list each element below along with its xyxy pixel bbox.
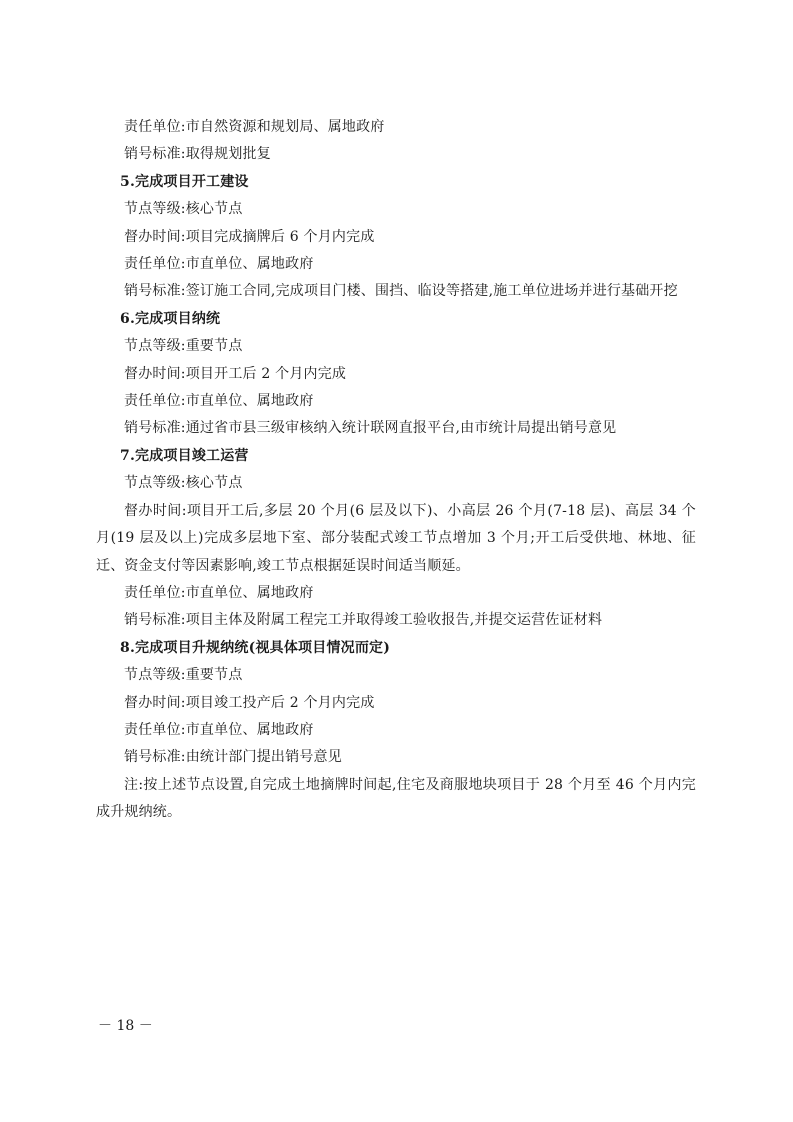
- section8-responsible: 责任单位:市直单位、属地政府: [124, 721, 314, 738]
- intro-responsible: 责任单位:市自然资源和规划局、属地政府: [124, 119, 385, 135]
- page-number: － 18 －: [98, 1018, 153, 1034]
- section7-standard: 销号标准:项目主体及附属工程完工并取得竣工验收报告,并提交运营佐证材料: [124, 612, 603, 629]
- section6-heading: 6.完成项目纳统: [120, 310, 221, 327]
- section7-heading: 7.完成项目竣工运营: [120, 447, 249, 464]
- section6-time: 督办时间:项目开工后 2 个月内完成: [124, 365, 347, 382]
- section7-time: 督办时间:项目开工后,多层 20 个月(6 层及以下)、小高层 26 个月(7-18 层)、高层 34 个月(19 层及以上)完成多层地下室、部分装配式竣工节点增加 3 个月;开工后受供地、林地、征迁、资金支付等因素影响,竣工节点根据延误时间适当顺延。: [96, 502, 696, 574]
- note-paragraph: 注:按上述节点设置,自完成土地摘牌时间起,住宅及商服地块项目于 28 个月至 46 个月内完成升规纳统。: [96, 776, 696, 821]
- section8-time: 督办时间:项目竣工投产后 2 个月内完成: [124, 694, 375, 711]
- section8-standard: 销号标准:由统计部门提出销号意见: [124, 749, 342, 766]
- section8-level: 节点等级:重要节点: [124, 667, 243, 684]
- section5-time: 督办时间:项目完成摘牌后 6 个月内完成: [124, 228, 375, 245]
- intro-standard: 销号标准:取得规划批复: [124, 146, 271, 163]
- section6-standard: 销号标准:通过省市县三级审核纳入统计联网直报平台,由市统计局提出销号意见: [124, 420, 617, 437]
- section5-responsible: 责任单位:市直单位、属地政府: [124, 256, 314, 273]
- section5-heading: 5.完成项目开工建设: [120, 173, 249, 190]
- section7-level: 节点等级:核心节点: [124, 475, 243, 492]
- section5-standard: 销号标准:签订施工合同,完成项目门楼、围挡、临设等搭建,施工单位进场并进行基础开挖: [124, 283, 678, 300]
- section7-responsible: 责任单位:市直单位、属地政府: [124, 584, 314, 601]
- section6-level: 节点等级:重要节点: [124, 338, 243, 355]
- section6-responsible: 责任单位:市直单位、属地政府: [124, 393, 314, 410]
- page-body: [96, 114, 696, 827]
- section8-heading: 8.完成项目升规纳统(视具体项目情况而定): [120, 639, 391, 656]
- section5-level: 节点等级:核心节点: [124, 201, 243, 218]
